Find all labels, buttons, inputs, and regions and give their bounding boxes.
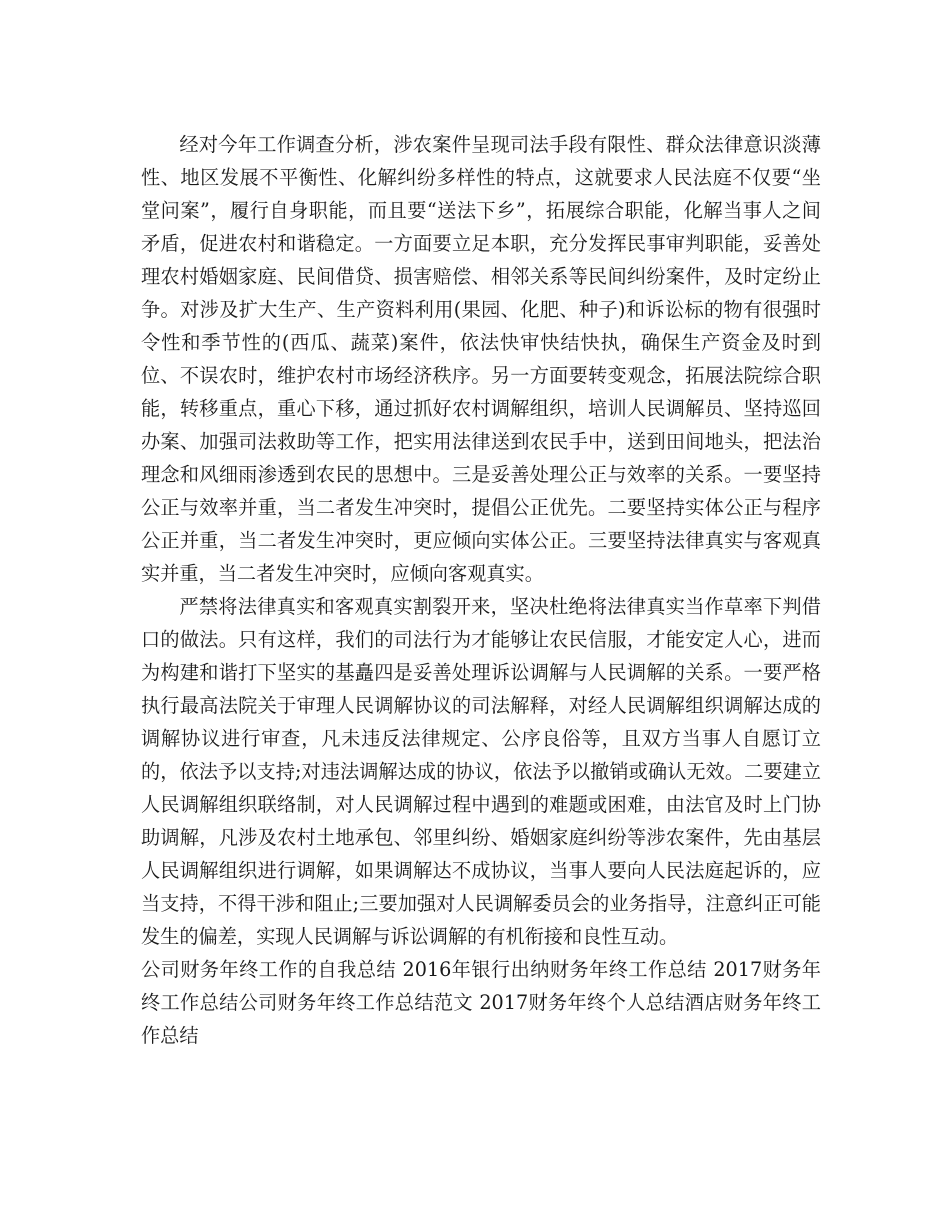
document-body [141, 128, 821, 1052]
body-paragraph-2: 严禁将法律真实和客观真实割裂开来，坚决杜绝将法律真实当作草率下判借口的做法。只有这样，我们的司法行为才能够让农民信服，才能安定人心，进而为构建和谐打下坚实的基矗四是妥善处理诉讼调解与人民调解的关系。一要严格执行最高法院关于审理人民调解协议的司法解释，对经人民调解组织调解达成的调解协议进行审查，凡未违反法律规定、公序良俗等，且双方当事人自愿订立的，依法予以支持;对违法调解达成的协议，依法予以撤销或确认无效。二要建立人民调解组织联络制，对人民调解过程中遇到的难题或困难，由法官及时上门协助调解，凡涉及农村土地承包、邻里纠纷、婚姻家庭纠纷等涉农案件，先由基层人民调解组织进行调解，如果调解达不成协议，当事人要向人民法庭起诉的，应当支持，不得干涉和阻止;三要加强对人民调解委员会的业务指导，注意纠正可能发生的偏差，实现人民调解与诉讼调解的有机衔接和良性互动。 [141, 595, 821, 948]
related-articles-line: 公司财务年终工作的自我总结 2016年银行出纳财务年终工作总结 2017财务年终工作总结公司财务年终工作总结范文 2017财务年终个人总结酒店财务年终工作总结 [141, 958, 821, 1047]
body-paragraph-1: 经对今年工作调查分析，涉农案件呈现司法手段有限性、群众法律意识淡薄性、地区发展不平衡性、化解纠纷多样性的特点，这就要求人民法庭不仅要“坐堂问案”，履行自身职能，而且要“送法下乡”，拓展综合职能，化解当事人之间矛盾，促进农村和谐稳定。一方面要立足本职，充分发挥民事审判职能，妥善处理农村婚姻家庭、民间借贷、损害赔偿、相邻关系等民间纠纷案件，及时定纷止争。对涉及扩大生产、生产资料利用(果园、化肥、种子)和诉讼标的物有很强时令性和季节性的(西瓜、蔬菜)案件，依法快审快结快执，确保生产资金及时到位、不误农时，维护农村市场经济秩序。另一方面要转变观念，拓展法院综合职能，转移重点，重心下移，通过抓好农村调解组织，培训人民调解员、坚持巡回办案、加强司法救助等工作，把实用法律送到农民手中，送到田间地头，把法治理念和风细雨渗透到农民的思想中。三是妥善处理公正与效率的关系。一要坚持公正与效率并重，当二者发生冲突时，提倡公正优先。二要坚持实体公正与程序公正并重，当二者发生冲突时，更应倾向实体公正。三要坚持法律真实与客观真实并重，当二者发生冲突时，应倾向客观真实。 [141, 133, 821, 585]
